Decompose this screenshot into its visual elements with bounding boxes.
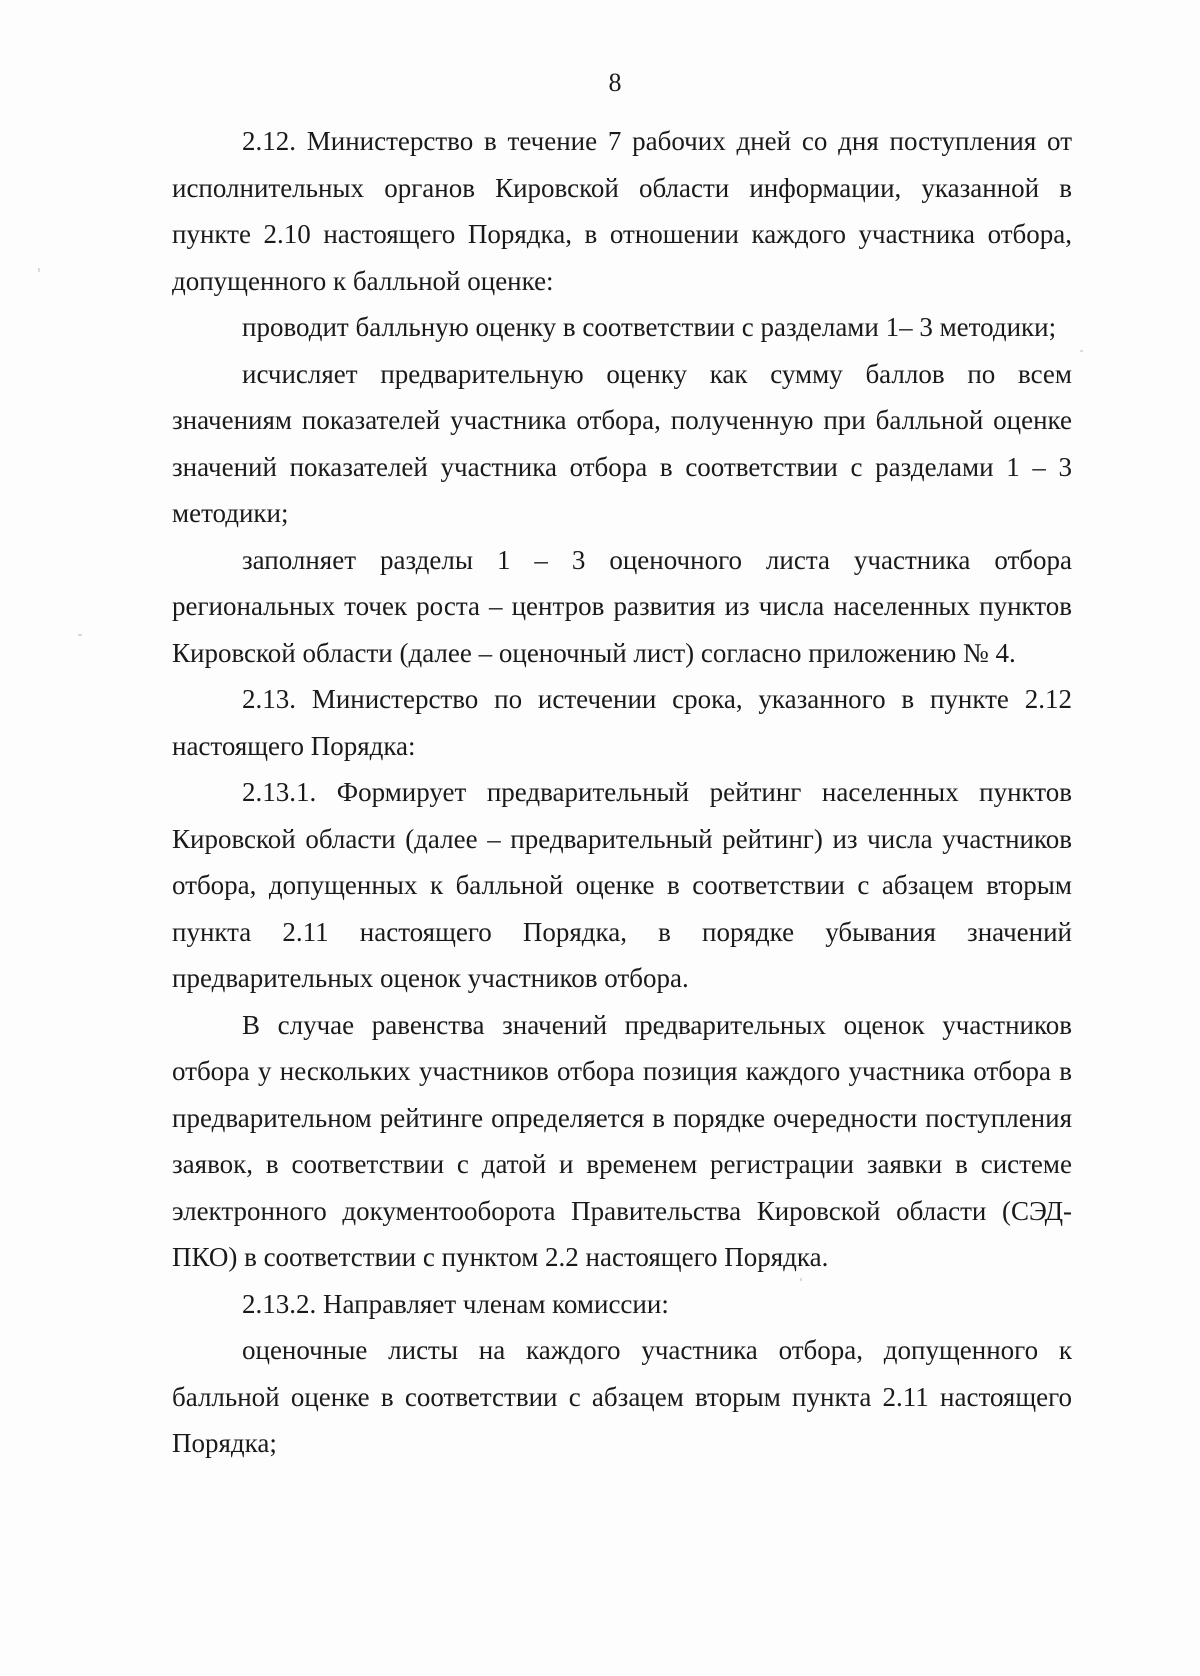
paragraph-2-13-2: 2.13.2. Направляет членам комиссии: — [242, 1288, 669, 1319]
scan-speck — [1080, 350, 1083, 352]
paragraph-calculates-preliminary-score: исчисляет предварительную оценку как сумму баллов по всем значениям показателей участника отбора, полученную при балльной оценке значений показателей участника отбора в соответствии с разделами 1 – 3 методики; — [172, 358, 1072, 528]
document-body — [172, 118, 1072, 1467]
paragraph-evaluation-sheets: оценочные листы на каждого участника отбора, допущенного к балльной оценке в соответствии с абзацем вторым пункта 2.11 настоящего Порядка; — [172, 1335, 1072, 1458]
paragraph-2-13-1: 2.13.1. Формирует предварительный рейтинг населенных пунктов Кировской области (далее – предварительный рейтинг) из числа участников отбора, допущенных к балльной оценке в соответствии с абзацем вторым пункта 2.11 настоящего Порядка, в порядке убывания значений предварительных оценок участников отбора. — [172, 777, 1072, 993]
page-number: 8 — [608, 68, 622, 97]
paragraph-2-13: 2.13. Министерство по истечении срока, указанного в пункте 2.12 настоящего Порядка: — [172, 684, 1072, 761]
paragraph-equal-scores: В случае равенства значений предварительных оценок участников отбора у нескольких участников отбора позиция каждого участника отбора в предварительном рейтинге определяется в порядке очередности поступления заявок, в соответствии с датой и временем регистрации заявки в системе электронного документооборота Правительства Кировской области (СЭД-ПКО) в соответствии с пунктом 2.2 настоящего Порядка. — [172, 1009, 1072, 1272]
scan-speck — [38, 268, 40, 272]
scan-speck — [78, 634, 82, 636]
paragraph-2-12: 2.12. Министерство в течение 7 рабочих дней со дня поступления от исполнительных органов Кировской области информации, указанной в пункте 2.10 настоящего Порядка, в отношении каждого участника отбора, допущенного к балльной оценке: — [172, 126, 1072, 296]
paragraph-fills-evaluation-sheet: заполняет разделы 1 – 3 оценочного листа участника отбора региональных точек роста – центров развития из числа населенных пунктов Кировской области (далее – оценочный лист) согласно приложению № 4. — [172, 544, 1072, 668]
paragraph-conducts-scoring: проводит балльную оценку в соответствии с разделами 1– 3 методики; — [242, 312, 1057, 342]
